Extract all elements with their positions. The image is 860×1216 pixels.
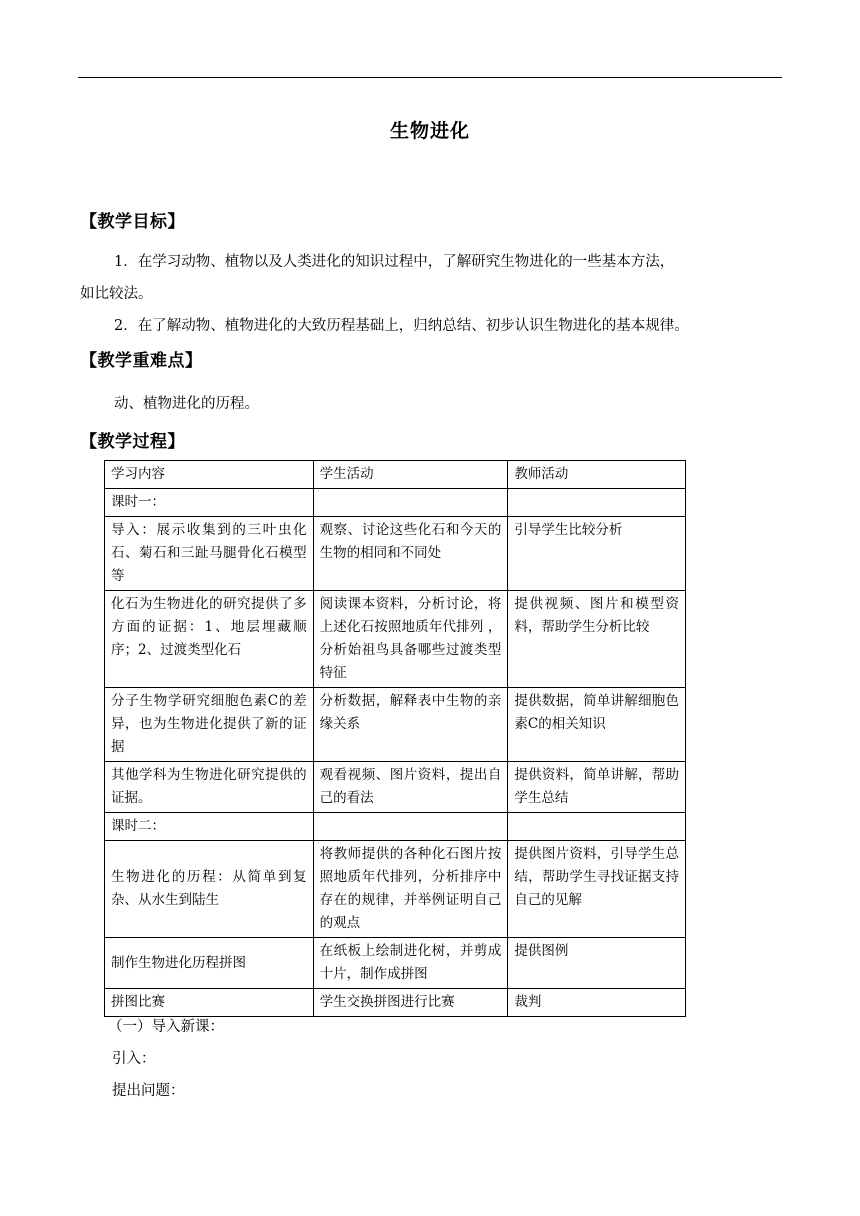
table-cell: 化石为生物进化的研究提供了多方面的证据：1、地层埋藏顺序；2、过渡类型化石: [105, 591, 314, 688]
table-row: [105, 762, 686, 813]
table-row: [105, 517, 686, 591]
table-row: [105, 489, 686, 517]
table-cell: 生物进化的历程：从简单到复杂、从水生到陆生: [105, 841, 314, 938]
table-header-cell: 学生活动: [313, 461, 508, 489]
table-cell: 观看视频、图片资料，提出自己的看法: [313, 762, 508, 813]
table-cell: 在纸板上绘制进化树，并剪成十片，制作成拼图: [313, 938, 508, 989]
goal-item-1-line-1: 1．在学习动物、植物以及人类进化的知识过程中，了解研究生物进化的一些基本方法，: [114, 254, 675, 270]
table-row: [105, 938, 686, 989]
table-cell: 课时二：: [105, 813, 314, 841]
table-cell: 观察、讨论这些化石和今天的生物的相同和不同处: [313, 517, 508, 591]
table-header-cell: 学习内容: [105, 461, 314, 489]
section-heading-process: 【教学过程】: [80, 432, 185, 452]
table-cell: [508, 813, 686, 841]
table-row: [105, 813, 686, 841]
section-heading-key-points: 【教学重难点】: [80, 351, 203, 371]
table-cell: 分子生物学研究细胞色素C的差异，也为生物进化提供了新的证据: [105, 688, 314, 762]
table-cell: [313, 813, 508, 841]
table-header-row: [105, 461, 686, 489]
table-cell: 制作生物进化历程拼图: [105, 938, 314, 989]
table-row: [105, 688, 686, 762]
document-title: 生物进化: [389, 120, 470, 142]
table-cell: 阅读课本资料，分析讨论，将上述化石按照地质年代排列 ，分析始祖鸟具备哪些过渡类型特征: [313, 591, 508, 688]
intro-label: 引入：: [112, 1051, 156, 1067]
question-label: 提出问题：: [112, 1083, 185, 1099]
table-cell: [508, 489, 686, 517]
table-cell: 裁判: [508, 989, 686, 1017]
table-cell: [313, 489, 508, 517]
table-cell: 提供图例: [508, 938, 686, 989]
key-points-text: 动、植物进化的历程。: [114, 396, 259, 412]
teaching-process-table: [104, 460, 686, 1017]
section-heading-goals: 【教学目标】: [80, 212, 185, 232]
table-cell: 课时一：: [105, 489, 314, 517]
table-row: [105, 841, 686, 938]
table-cell: 提供资料，简单讲解，帮助学生总结: [508, 762, 686, 813]
table-cell: 将教师提供的各种化石图片按照地质年代排列，分析排序中存在的规律，并举例证明自己的观点: [313, 841, 508, 938]
goal-item-1-line-2: 如比较法。: [80, 286, 153, 302]
table-cell: 其他学科为生物进化研究提供的证据。: [105, 762, 314, 813]
header-rule: [78, 77, 782, 78]
table-cell: 引导学生比较分析: [508, 517, 686, 591]
goal-item-2: 2．在了解动物、植物进化的大致历程基础上，归纳总结、初步认识生物进化的基本规律。: [114, 318, 689, 334]
table-cell: 分析数据，解释表中生物的亲缘关系: [313, 688, 508, 762]
table-cell: 拼图比赛: [105, 989, 314, 1017]
lesson-subheading: （一）导入新课：: [108, 1019, 224, 1035]
table-cell: 提供视频、图片和模型资料，帮助学生分析比较: [508, 591, 686, 688]
table-cell: 学生交换拼图进行比赛: [313, 989, 508, 1017]
table-row: [105, 591, 686, 688]
table-cell: 提供图片资料，引导学生总结，帮助学生寻找证据支持自己的见解: [508, 841, 686, 938]
table-cell: 提供数据，简单讲解细胞色素C的相关知识: [508, 688, 686, 762]
table-cell: 导入：展示收集到的三叶虫化石、菊石和三趾马腿骨化石模型等: [105, 517, 314, 591]
table-header-cell: 教师活动: [508, 461, 686, 489]
